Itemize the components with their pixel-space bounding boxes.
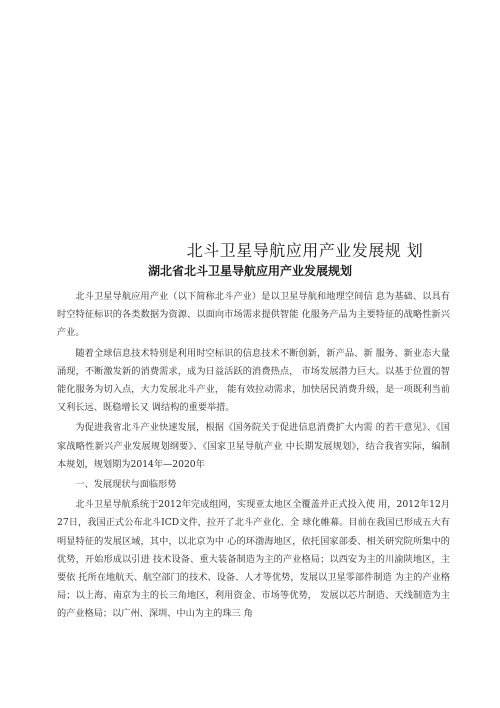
section-heading: 一、发展现状与面临形势 (75, 479, 177, 491)
intro-paragraph: 北斗卫星导航应用产业（以下简称北斗产业）是以卫星导航和地理空间信 息为基础、以具有时空特征标识的各类数据为资源、以面向市场需求提供智能 化服务产品为主要特征的战略性新兴产业。 (57, 291, 450, 339)
document-body (57, 288, 450, 626)
background-paragraph: 随着全球信息技术特别是利用时空标识的信息技术不断创新，新产品、新 服务、新业态大量涌现，不断激发新的消费需求，成为日益活跃的消费热点， 市场发展潜力巨大。以基于位置的智能化服务为切入点，大力发展北斗产业， 能有效拉动需求，加快居民消费升级，是一项既利当前又利长远、既稳增长又 调结构的重要举措。 (57, 347, 450, 414)
section-paragraph: 北斗卫星导航系统于2012年完成组网，实现亚太地区全覆盖并正式投入使 用，2012年12月27日，我国正式公布北斗ICD文件，拉开了北斗产业化、全 球化帷幕。目前在我国已形成五大有明显特征的发展区域，其中，以北京为中 心的环渤海地区，依托国家部委、相关研究院所集中的优势，开始形成以引进 技术设备、重大装备制造为主的产业格局；以西安为主的川渝陕地区，主要依 托所在地航天、航空部门的技术、设备、人才等优势，发展以卫星零部件制造 为主的产业格局；以上海、南京为主的长三角地区，利用资金、市场等优势， 发展以芯片制造、天线制造为主的产业格局；以广州、深圳、中山为主的珠三 角 (57, 499, 450, 620)
document-title: 北斗卫星导航应用产业发展规 划 (186, 241, 424, 260)
basis-paragraph: 为促进我省北斗产业快速发展，根据《国务院关于促进信息消费扩大内需 的若干意见》、《国家战略性新兴产业发展规划纲要》、《国家卫星导航产业 中长期发展规划》，结合我省实际，编制本规划，规划期为2014年—2020年 (57, 422, 450, 470)
document-subtitle: 湖北省北斗卫星导航应用产业发展规划 (147, 264, 352, 278)
